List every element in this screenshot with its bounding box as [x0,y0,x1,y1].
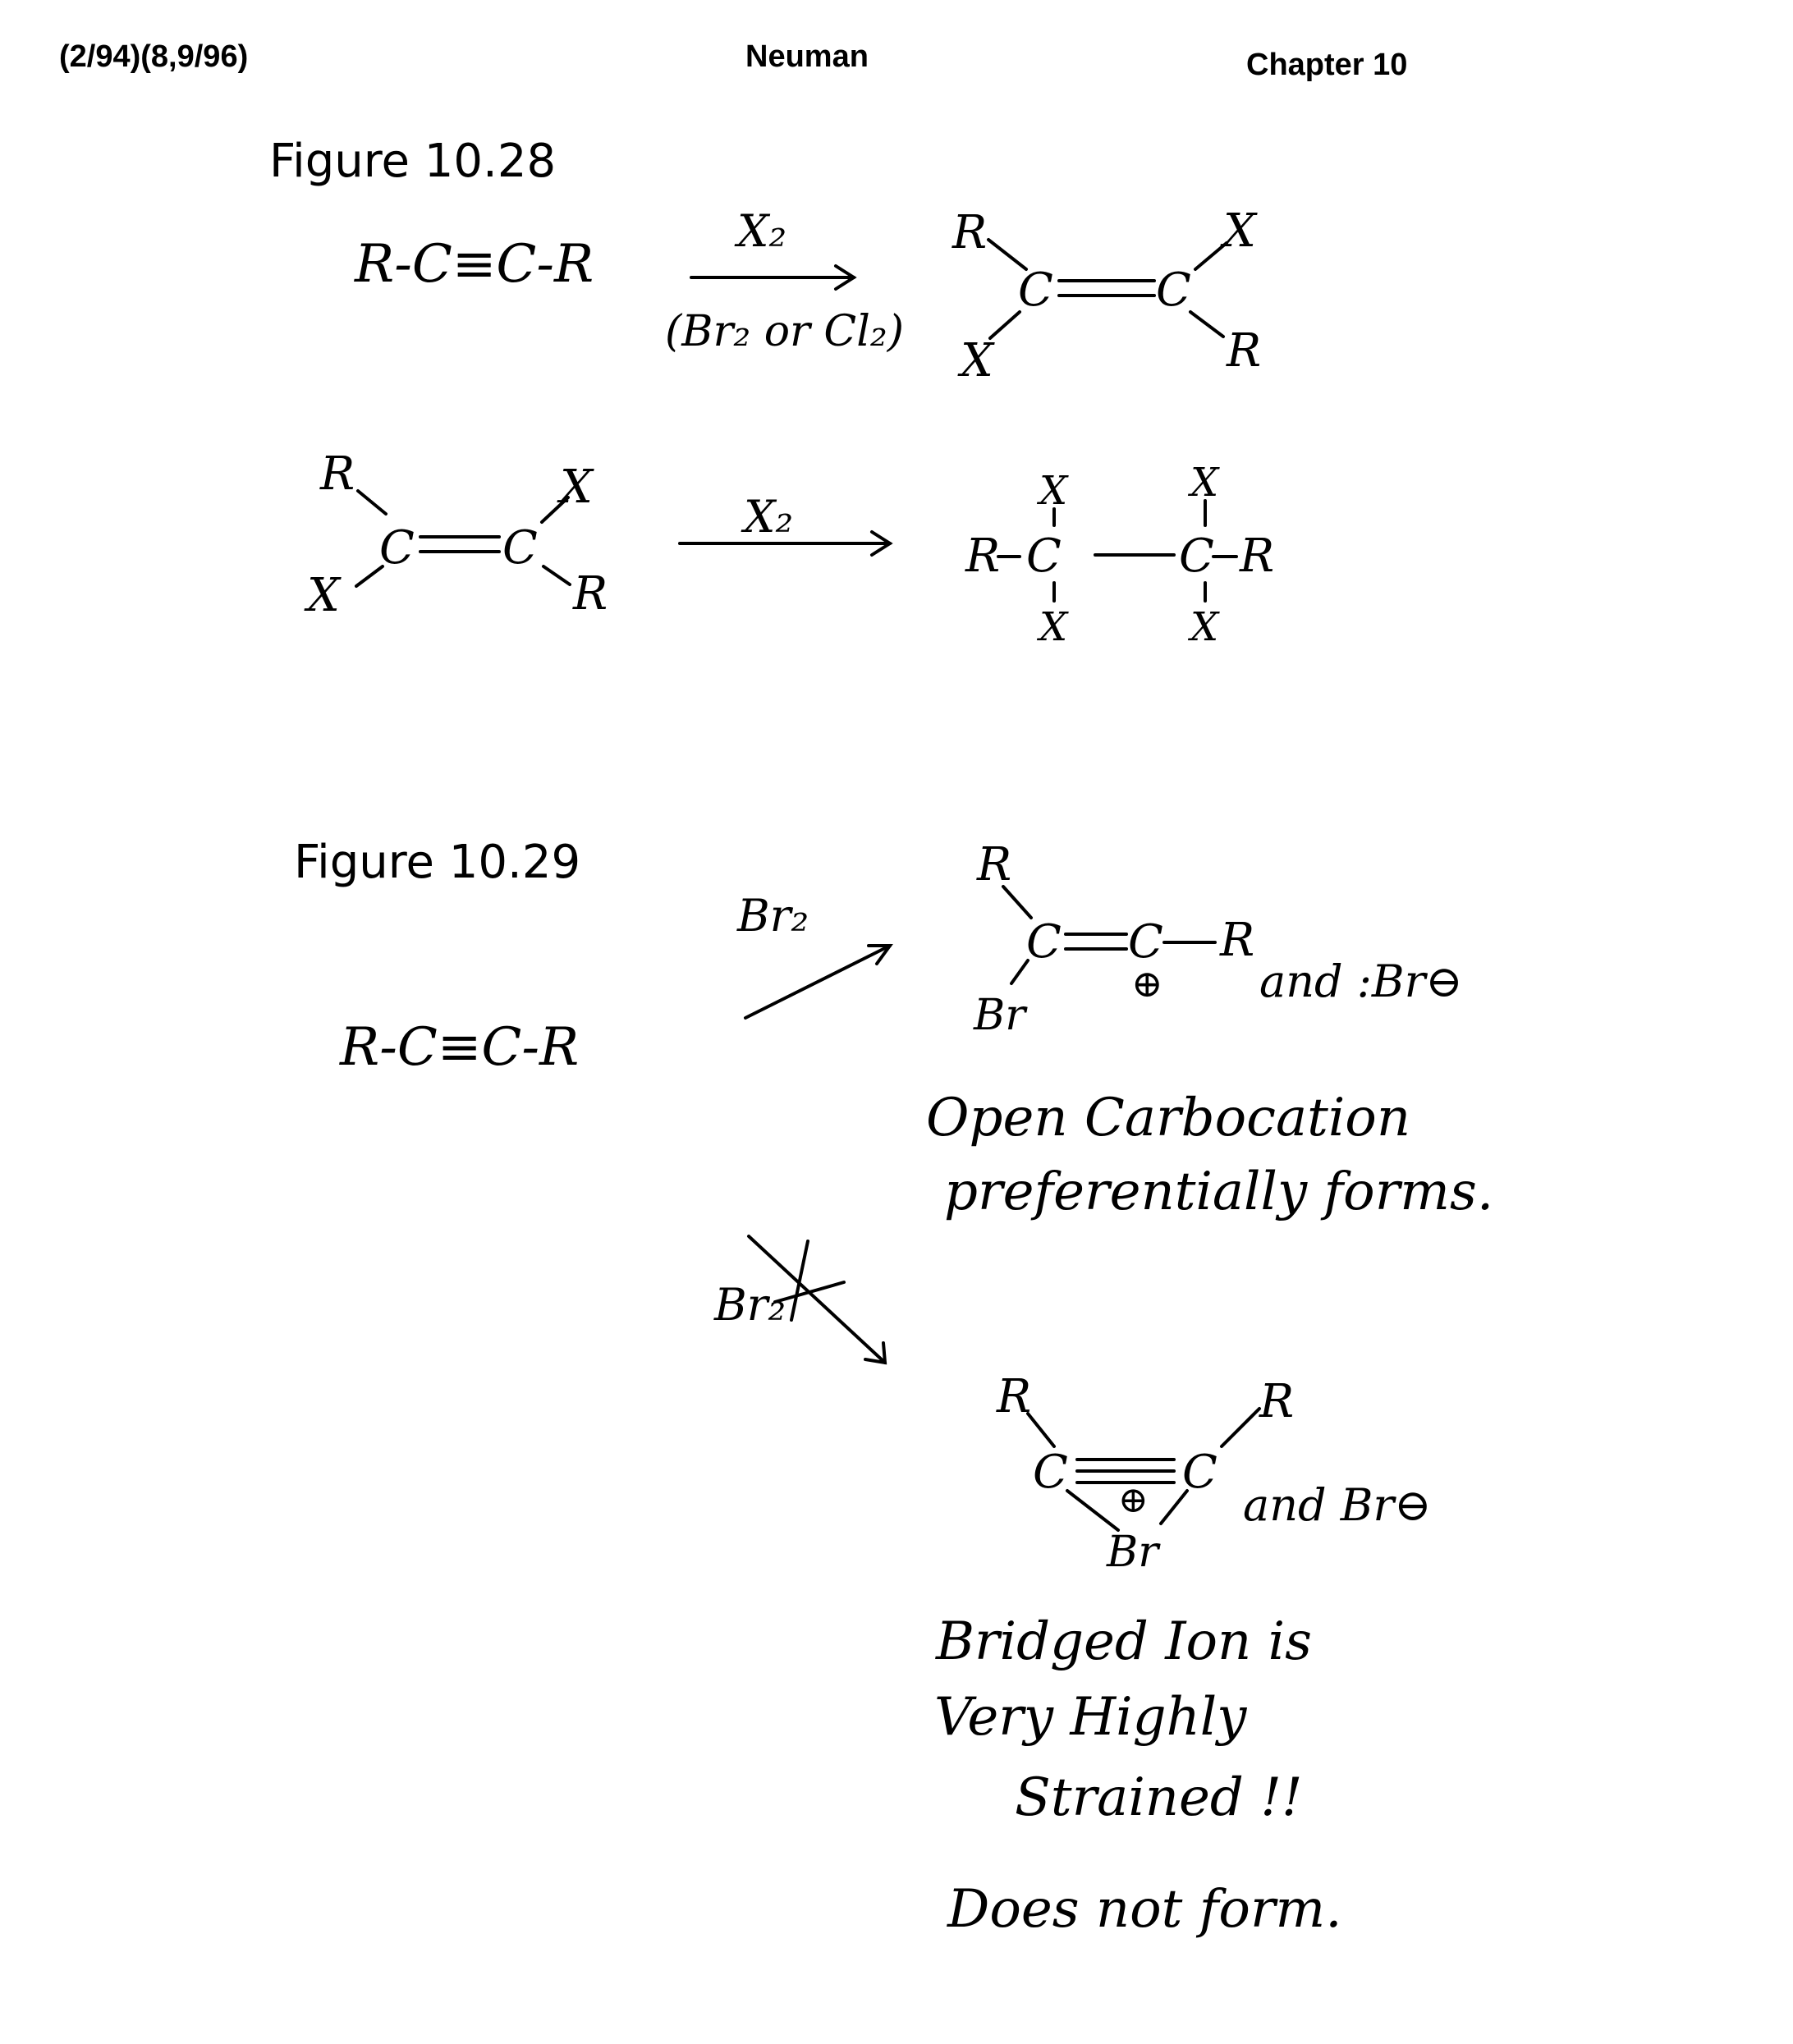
p2-label-x-top2: X [1190,460,1219,506]
header-author: Neuman [745,39,869,74]
p2-label-r1: R [965,529,1001,583]
p2-label-c2: C [1179,529,1214,583]
fig29-upper-reagent: Br₂ [737,890,809,942]
fig28-eq1-product [952,204,1261,387]
p1-label-c1: C [1018,264,1053,317]
p1-label-c2: C [1156,264,1191,317]
open-cation-note-2: preferentially forms. [944,1162,1494,1222]
fig29-reactant: R-C≡C-R [340,1017,580,1078]
bi-label-r2: R [1259,1375,1295,1428]
header-chapter: Chapter 10 [1246,48,1408,82]
fig28-eq2-arrow [680,532,890,555]
p1-label-r1: R [952,206,988,259]
p2-label-x-bot2: X [1190,604,1219,650]
fig29-lower-reagent: Br₂ [714,1279,786,1331]
open-vinyl-cation [973,838,1254,1040]
fig28-eq1-conditions: (Br₂ or Cl₂) [665,307,904,356]
r2-label-r1: R [320,447,355,501]
open-cation-note-1: Open Carbocation [926,1088,1411,1148]
r2-label-r2: R [573,567,608,621]
figure-10-28-title: Figure 10.28 [269,135,557,188]
oc-label-plus: ⊕ [1131,961,1163,1006]
oc-label-br: Br [974,991,1026,1040]
p2-label-x-bot1: X [1039,604,1068,650]
bi-label-br: Br [1107,1528,1159,1577]
r2-label-x1: X [560,461,593,514]
bi-label-c1: C [1033,1446,1068,1499]
p1-label-x1: X [1223,204,1256,258]
cross-out-stroke [775,1282,844,1302]
bi-label-r1: R [997,1370,1032,1423]
bridged-bromonium-ion [996,1370,1294,1577]
oc-label-r2: R [1220,914,1255,967]
p2-label-x-top1: X [1039,468,1068,514]
bridged-ion-note-1: Bridged Ion is [936,1611,1312,1672]
r2-label-x2: X [307,569,340,622]
bridged-ion-note-2: Very Highly [934,1687,1247,1748]
r2-label-c1: C [379,521,415,575]
fig28-eq2-product [965,460,1274,650]
open-cation-counterion: and :Br⊖ [1259,956,1463,1007]
p2-label-c1: C [1026,529,1062,583]
r2-label-c2: C [502,521,538,575]
oc-label-r1: R [977,838,1012,891]
fig28-eq1-reagent: X₂ [737,205,787,257]
p2-label-r2: R [1240,529,1275,583]
bi-label-plus: ⊕ [1118,1479,1149,1521]
fig28-eq2-reagent: X₂ [744,491,794,543]
figure-10-29-title: Figure 10.29 [294,836,581,889]
p1-label-x2: X [961,334,993,387]
fig28-eq1-reactant: R-C≡C-R [355,234,594,295]
bridged-ion-counterion: and Br⊖ [1243,1479,1432,1531]
bridged-ion-note-4: Does not form. [947,1879,1342,1940]
fig29-lower-arrow [749,1236,885,1363]
cross-out-stroke-2 [791,1241,808,1320]
p1-label-r2: R [1227,324,1262,378]
fig29-upper-arrow [745,946,890,1018]
oc-label-c1: C [1026,915,1062,969]
bi-label-c2: C [1182,1446,1217,1499]
fig28-eq2-reactant [304,447,608,622]
header-date: (2/94)(8,9/96) [59,39,249,74]
bridged-ion-note-3: Strained !! [1015,1767,1303,1828]
oc-label-c2: C [1128,915,1163,969]
fig28-eq1-arrow [691,266,854,289]
